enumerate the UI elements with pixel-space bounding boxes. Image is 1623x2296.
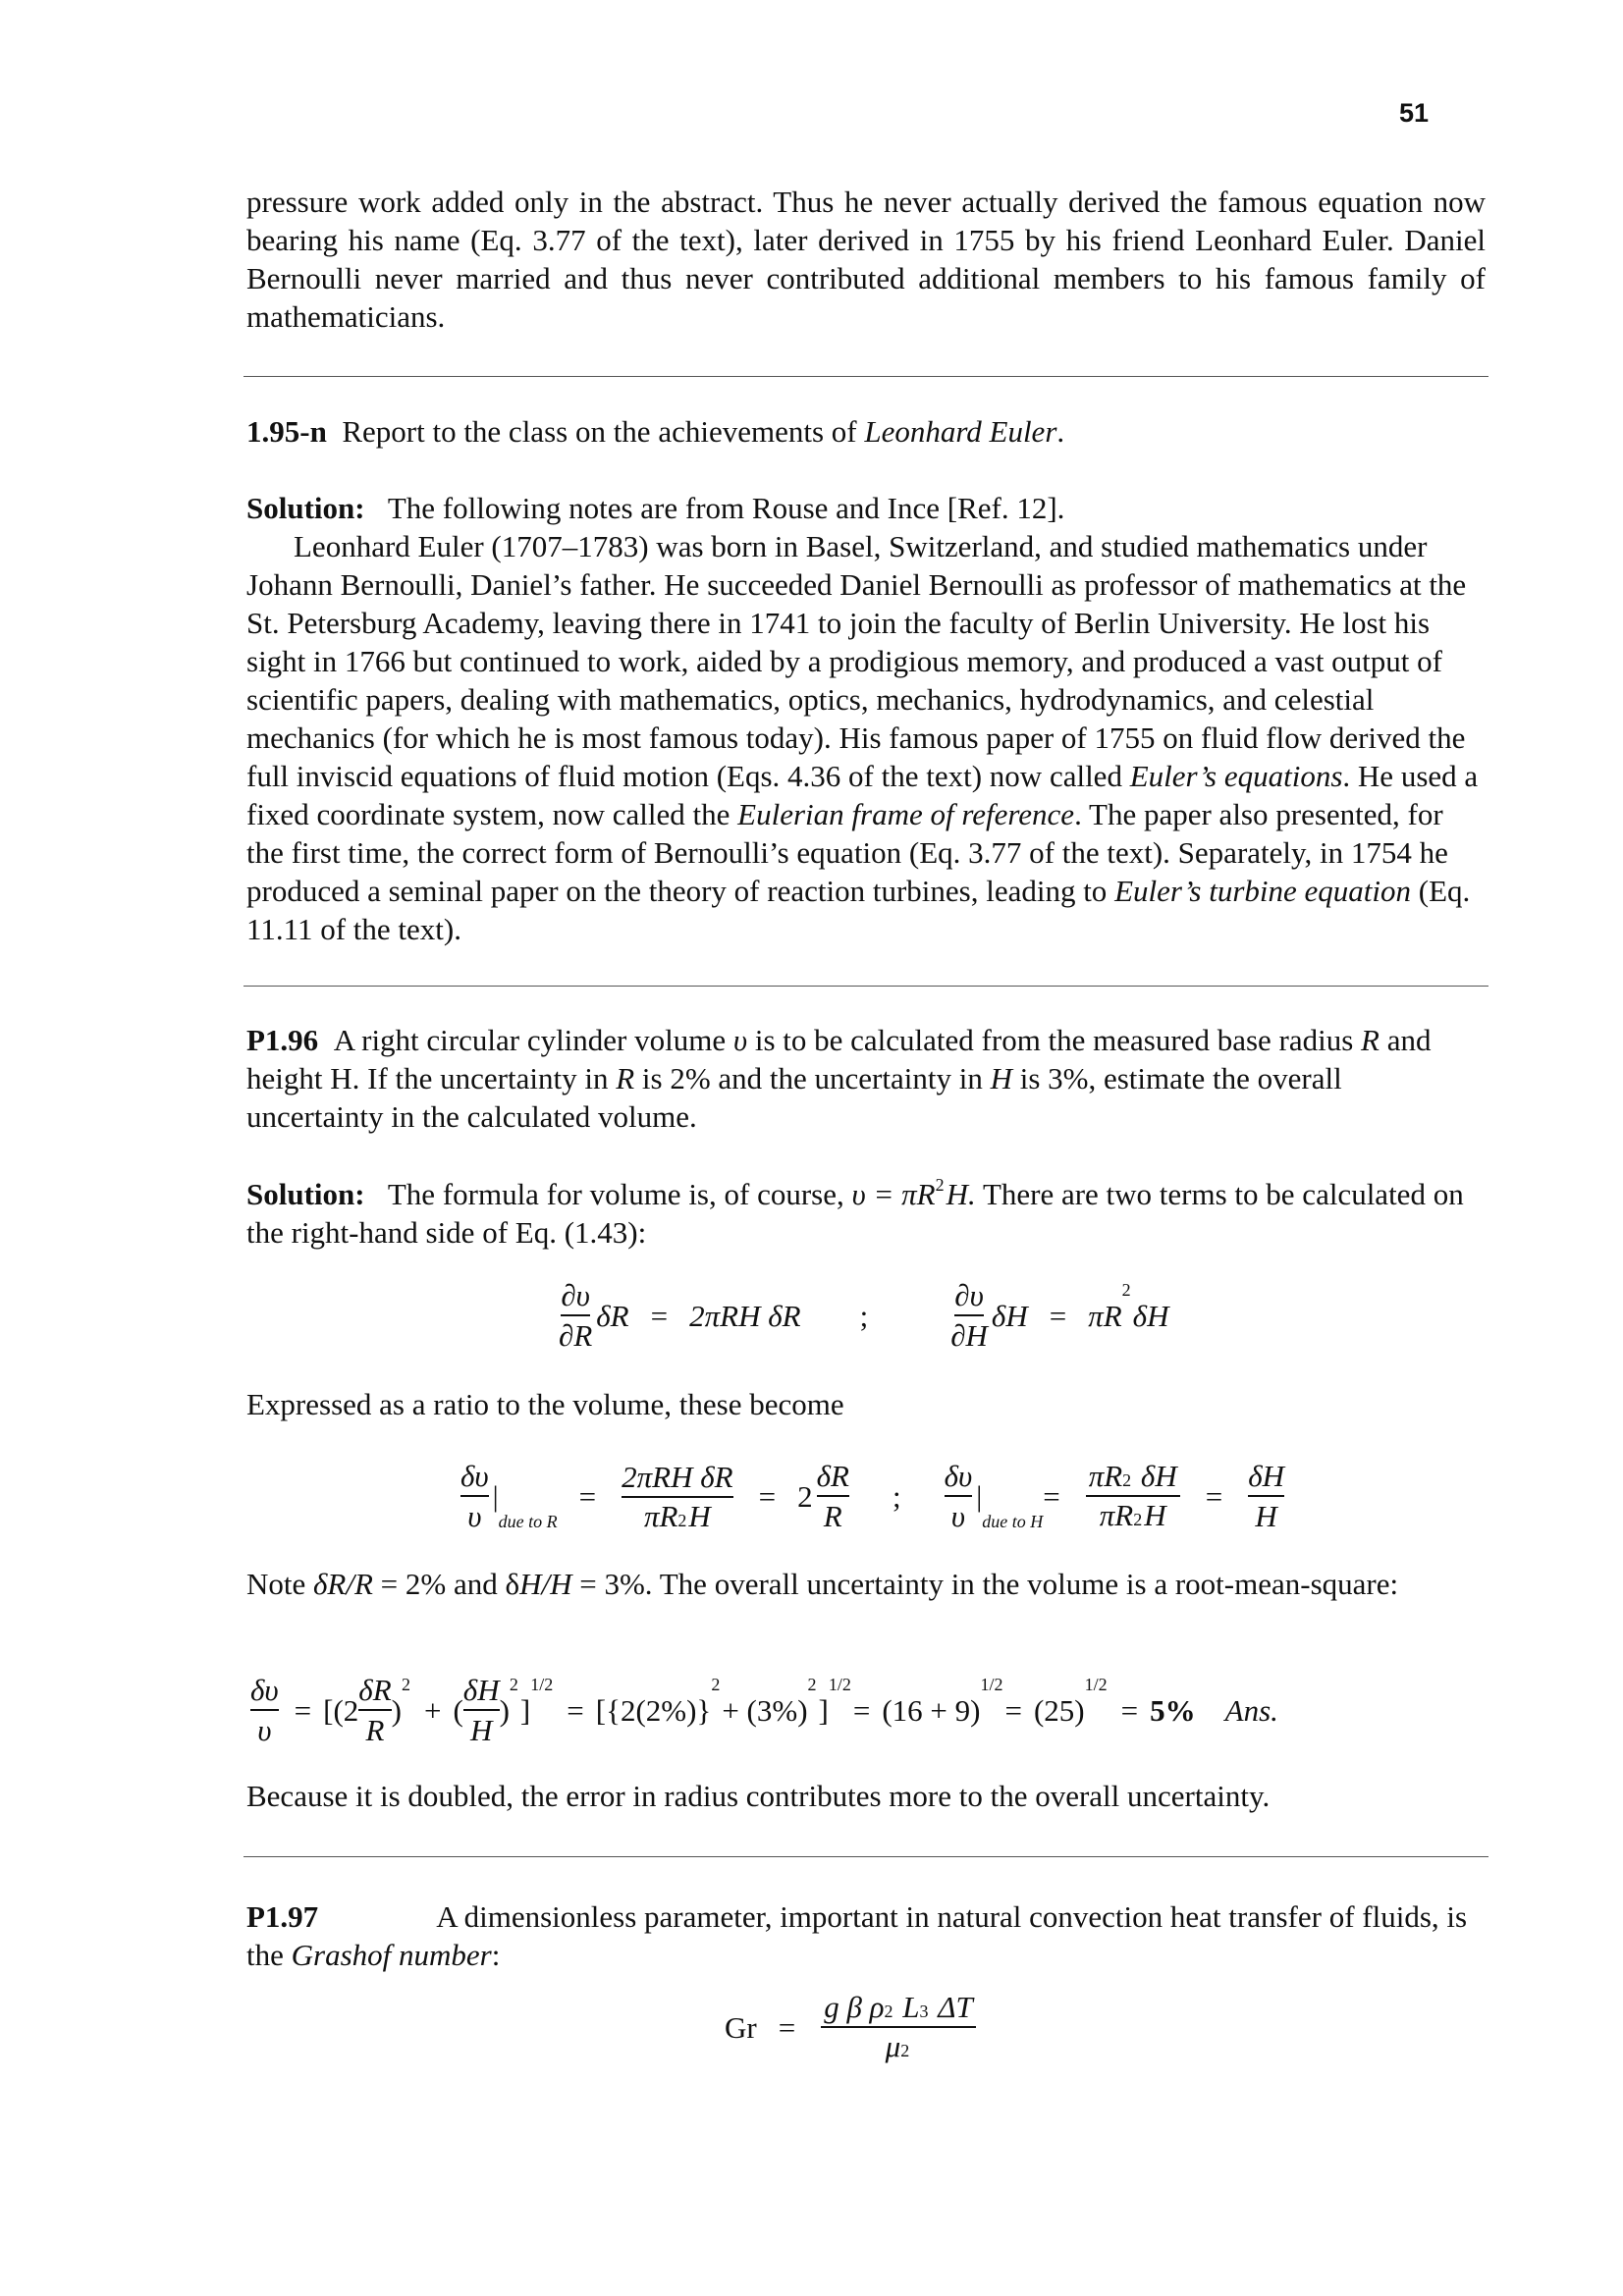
equation-ratios — [457, 1457, 1288, 1535]
subscript: due to R — [498, 1512, 558, 1531]
denominator: υ — [467, 1499, 482, 1533]
equals: = — [1205, 1478, 1223, 1514]
solution-label: Solution: — [246, 491, 365, 525]
text: is 2% and the uncertainty in — [634, 1061, 991, 1095]
because-text: Because it is doubled, the error in radius contributes more to the overall uncertainty. — [246, 1779, 1271, 1813]
solution-1-96 — [246, 1175, 1486, 1252]
numerator: δυ — [945, 1457, 973, 1497]
text: A right circular cylinder volume — [333, 1023, 733, 1057]
denominator: υ — [950, 1499, 965, 1533]
solution-text: The following notes are from Rouse and Ince [Ref. 12]. — [387, 491, 1065, 525]
denominator: υ — [257, 1713, 272, 1747]
term: (25) — [1033, 1692, 1085, 1728]
equation-grashof — [725, 1989, 980, 2065]
fraction — [950, 1276, 988, 1355]
term: (16 + 9) — [882, 1692, 981, 1728]
problem-label: P1.96 — [246, 1023, 319, 1057]
problem-1-95 — [246, 412, 1486, 451]
equals: = — [294, 1692, 312, 1728]
exp: 2 — [884, 2002, 893, 2021]
equals: = — [1043, 1478, 1060, 1514]
exp: 2 — [509, 1675, 518, 1694]
emphasis: Euler’s turbine equation — [1114, 874, 1412, 908]
var: R — [616, 1061, 635, 1095]
term: H — [688, 1498, 711, 1533]
subscript: due to H — [982, 1512, 1044, 1531]
expressed-text: Expressed as a ratio to the volume, these become — [246, 1387, 844, 1421]
answer-value: 5% — [1150, 1692, 1196, 1728]
text: is to be calculated from the measured base radius — [747, 1023, 1362, 1057]
equals: = — [567, 1692, 584, 1728]
problem-1-97 — [246, 1897, 1486, 1974]
emphasis: Euler’s equations — [1129, 759, 1343, 793]
equals: = — [778, 2009, 796, 2045]
text: and height H. If the uncertainty in — [246, 1023, 1432, 1095]
punct: . — [1056, 414, 1065, 449]
equals: = — [852, 1692, 871, 1728]
var: H — [990, 1061, 1012, 1095]
problem-1-96 — [246, 1021, 1486, 1136]
fraction — [945, 1457, 973, 1535]
denominator: H — [1255, 1499, 1277, 1533]
coefficient: 2 — [797, 1478, 813, 1514]
answer-label: Ans. — [1224, 1692, 1278, 1728]
fraction — [460, 1457, 489, 1535]
numerator: ∂υ — [561, 1276, 590, 1316]
term: [(2 — [323, 1692, 359, 1728]
term: πR — [1099, 1498, 1134, 1532]
term: 2πRH δR — [689, 1298, 801, 1333]
problem-text: Report to the class on the achievements of — [342, 414, 865, 449]
term: δH — [1132, 1298, 1169, 1333]
term: ΔT — [930, 1990, 973, 2024]
var: H/H — [519, 1567, 572, 1601]
divider — [243, 1856, 1488, 1857]
term: ( — [453, 1692, 463, 1728]
text: The formula for volume is, of course, — [387, 1177, 852, 1211]
numerator: δH — [463, 1671, 500, 1711]
fraction — [1248, 1457, 1284, 1535]
numerator: δR — [817, 1457, 849, 1497]
equals: = — [1004, 1692, 1022, 1728]
page-number: 51 — [1399, 98, 1430, 128]
exp: 2 — [711, 1675, 721, 1694]
term: ] — [818, 1692, 829, 1728]
equals: = — [1120, 1692, 1139, 1728]
term: L — [894, 1990, 920, 2024]
numerator: δυ — [250, 1671, 279, 1711]
problem-label: 1.95-n — [246, 414, 327, 449]
text: = 2% and δ — [372, 1567, 520, 1601]
plus: + — [423, 1692, 442, 1728]
exp: 3 — [919, 2002, 929, 2021]
term: g β ρ — [824, 1990, 885, 2024]
exp: 2 — [1121, 1280, 1131, 1300]
problem-label: P1.97 — [246, 1899, 319, 1934]
text: A dimensionless parameter, important in natural convection heat transfer of fluids, is the — [246, 1899, 1468, 1972]
var: υ — [732, 1023, 748, 1057]
denominator: ∂H — [950, 1318, 988, 1353]
term: πR — [1088, 1298, 1122, 1333]
term: πR — [1088, 1459, 1123, 1493]
denominator: ∂R — [559, 1318, 593, 1353]
note-text — [246, 1565, 1486, 1603]
equals: = — [758, 1478, 777, 1514]
term: πR — [643, 1498, 678, 1533]
emphasis: Grashof number — [291, 1938, 492, 1972]
numerator: 2πRH δR — [622, 1458, 732, 1498]
text: (Eq. 11.11 of the text). — [246, 874, 1471, 946]
term: δH — [991, 1298, 1028, 1333]
fraction — [622, 1458, 732, 1535]
term: ) — [499, 1692, 510, 1728]
text: . He used a fixed coordinate system, now called the — [246, 759, 1479, 831]
solution-1-95 — [246, 489, 1486, 948]
fraction — [821, 1989, 976, 2065]
fraction — [1086, 1458, 1180, 1534]
exp: 2 — [935, 1175, 945, 1195]
term: H — [1144, 1498, 1166, 1532]
text: Note — [246, 1567, 314, 1601]
term: Gr — [725, 2009, 757, 2045]
equation-rms — [246, 1671, 1278, 1749]
numerator: ∂υ — [954, 1276, 984, 1316]
numerator: δυ — [460, 1457, 489, 1497]
equation-partials — [555, 1276, 1168, 1355]
equals: = — [578, 1478, 597, 1514]
exponent-half: 1/2 — [1084, 1675, 1108, 1694]
exponent-half: 1/2 — [980, 1675, 1003, 1694]
var: δR/R — [313, 1567, 373, 1601]
exponent-half: 1/2 — [530, 1675, 554, 1694]
term: [{2(2%)} — [595, 1692, 712, 1728]
exp: 2 — [401, 1675, 410, 1694]
exponent-half: 1/2 — [828, 1675, 851, 1694]
equals: = — [650, 1298, 669, 1333]
fraction — [358, 1671, 391, 1749]
text: = 3%. The overall uncertainty in the volume is a root-mean-square: — [571, 1567, 1399, 1601]
term: ] — [519, 1692, 531, 1728]
fraction — [559, 1276, 592, 1355]
equals: = — [1049, 1298, 1067, 1333]
exp: 2 — [1122, 1470, 1132, 1490]
exp: 2 — [900, 2041, 910, 2060]
var: R — [1361, 1023, 1380, 1057]
text: is 3%, estimate the overall uncertainty in the calculated volume. — [246, 1061, 1342, 1134]
intro-paragraph: pressure work added only in the abstract. Thus he never actually derived the famous equation now bearing his name (Eq. 3.77 of the text), later derived in 1755 by his friend Leonhard Euler. Daniel Bernoulli never married and thus never contributed additional members to his famous family of mathematicians. — [246, 185, 1486, 334]
solution-label: Solution: — [246, 1177, 365, 1211]
term: ) — [391, 1692, 402, 1728]
formula: υ = πR — [851, 1177, 936, 1211]
text: Leonhard Euler (1707–1783) was born in Basel, Switzerland, and studied mathematics under Johann Bernoulli, Daniel’s father. He succeeded Daniel Bernoulli as professor of mathematics at the St. Petersburg Academy, leaving there in 1741 to join the faculty of Berlin University. He lost his sight in 1766 but continued to work, aided by a prodigious memory, and produced a vast output of scientific papers, dealing with mathematics, optics, mechanics, hydrodynamics, and celestial mechanics (for which he is most famous today). His famous paper of 1755 on fluid flow derived the full inviscid equations of fluid motion (Eqs. 4.36 of the text) now called — [246, 529, 1467, 793]
exp: 2 — [677, 1510, 687, 1530]
bar: | — [976, 1479, 983, 1513]
numerator: δR — [358, 1671, 391, 1711]
term: δR — [596, 1298, 629, 1333]
term: + (3%) — [722, 1692, 808, 1728]
term: μ — [885, 2029, 901, 2063]
separator: ; — [859, 1298, 869, 1333]
separator: ; — [892, 1478, 901, 1514]
text: : — [491, 1938, 501, 1972]
euler-paragraph — [246, 527, 1486, 948]
divider — [243, 986, 1488, 987]
numerator: δH — [1248, 1457, 1284, 1497]
text: . The paper also presented, for the first time, the correct form of Bernoulli’s equation (Eq. 3.77 of the text). Separately, in 1754 he produced a seminal paper on the theory of reaction turbines, leading to — [246, 797, 1448, 908]
divider — [243, 376, 1488, 377]
denominator: H — [469, 1713, 493, 1747]
bar: | — [492, 1479, 499, 1513]
term: δH — [1133, 1459, 1177, 1493]
formula: H. — [946, 1177, 976, 1211]
text: There are two terms to be calculated on the right-hand side of Eq. (1.43): — [246, 1177, 1464, 1250]
fraction — [250, 1671, 279, 1749]
denominator: R — [365, 1713, 385, 1747]
fraction — [817, 1457, 849, 1535]
exp: 2 — [807, 1675, 817, 1694]
problem-emphasis: Leonhard Euler — [864, 414, 1057, 449]
emphasis: Eulerian frame of reference — [737, 797, 1075, 831]
exp: 2 — [1133, 1510, 1143, 1529]
denominator: R — [823, 1499, 842, 1533]
fraction — [463, 1671, 500, 1749]
